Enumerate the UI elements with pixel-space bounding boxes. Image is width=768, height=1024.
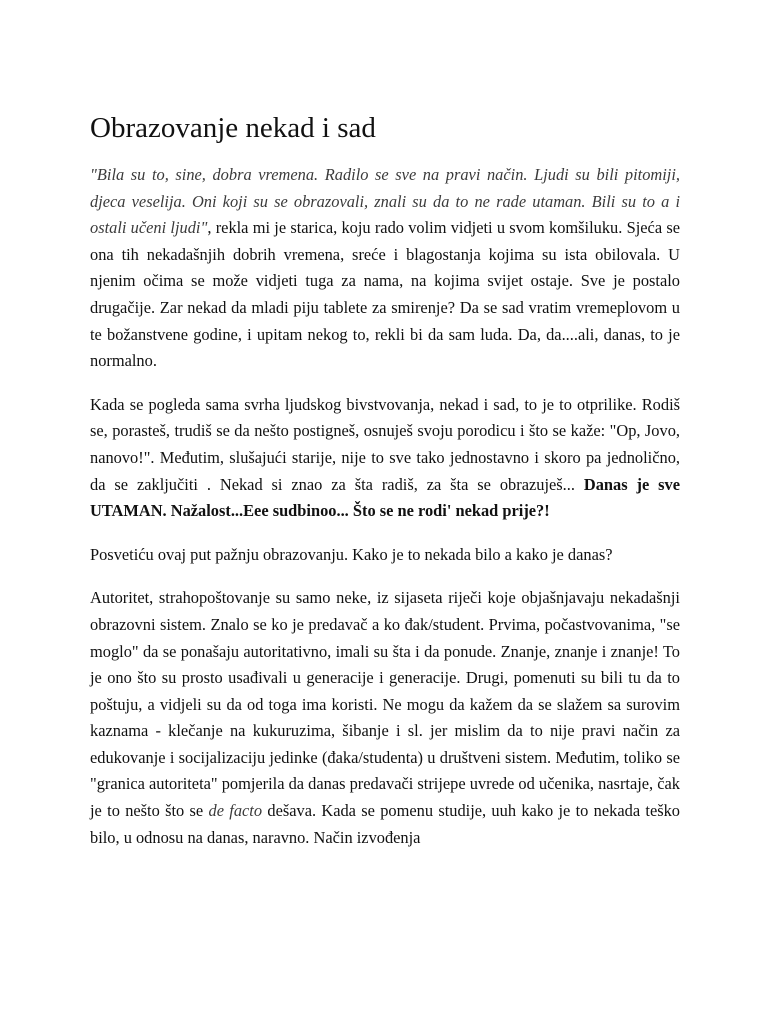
- italic-phrase: de facto: [208, 801, 263, 821]
- paragraph-2: [90, 392, 680, 525]
- paragraph-2-text: Kada se pogleda sama svrha ljudskog bivstvovanja, nekad i sad, to je to otprilike. Rodiš se, porasteš, trudiš se da nešto postigneš, osnuješ svoju porodicu i što se kaže: "Op, Jovo, nanovo!". Međutim, slušajući starije, nije to sve tako jednostavno i skoro pa jednolično, da se zaključiti . Nekad si znao za šta radiš, za šta se obrazuješ...: [90, 394, 680, 494]
- document-page: [90, 108, 680, 868]
- paragraph-4: [90, 585, 680, 851]
- quote-text: "Bila su to, sine, dobra vremena. Radilo se sve na pravi način. Ljudi su bili pitomiji, djeca veselija. Oni koji su se obrazovali, znali su da to ne rade utaman. Bili su to a i ostali učeni ljudi": [90, 165, 680, 238]
- page-title: Obrazovanje nekad i sad: [90, 112, 376, 144]
- paragraph-4-text-start: Autoritet, strahopoštovanje su samo neke, iz sijaseta riječi koje objašnjavaju nekadašnji obrazovni sistem. Znalo se ko je predavač a ko đak/student. Prvima, počastvovanima, "se moglo" da se ponašaju autoritativno, imali su šta i da ponude. Znanje, znanje i znanje! To je ono što su prosto usađivali u generacije i generacije. Drugi, pomenuti su bili tu da to poštuju, a vidjeli su da od toga ima koristi. Ne mogu da kažem da se slažem sa surovim kaznama - klečanje na kukuruzima, šibanje i sl. jer mislim da to nije pravi način za edukovanje i socijalizaciju jedinke (đaka/studenta) u društveni sistem. Međutim, toliko se "granica autoriteta" pomjerila da danas predavači strijepe uvrede od učenika, nasrtaje, čak je to nešto što se: [90, 588, 680, 821]
- bold-text: Danas je sve UTAMAN. Nažalost...Eee sudbinoo... Što se ne rodi' nekad prije?!: [90, 474, 681, 521]
- paragraph-1-text: , rekla mi je starica, koju rado volim vidjeti u svom komšiluku. Sjeća se ona tih nekadašnjih dobrih vremena, sreće i blagostanja kojima su ista obilovala. U njenim očima se može vidjeti tuga za nama, na kojima svijet ostaje. Sve je postalo drugačije. Zar nekad da mladi piju tablete za smirenje? Da se sad vratim vremeplovom u te božanstvene godine, i upitam nekog to, rekli bi da sam luda. Da, da....ali, danas, to je normalno.: [90, 218, 680, 371]
- paragraph-4-text-end: dešava. Kada se pomenu studije, uuh kako je to nekada teško bilo, u odnosu na danas, naravno. Način izvođenja: [90, 801, 681, 847]
- paragraph-3-text: Posvetiću ovaj put pažnju obrazovanju. Kako je to nekada bilo a kako je danas?: [90, 544, 613, 564]
- paragraph-1: [90, 162, 680, 375]
- paragraph-3: [90, 542, 680, 569]
